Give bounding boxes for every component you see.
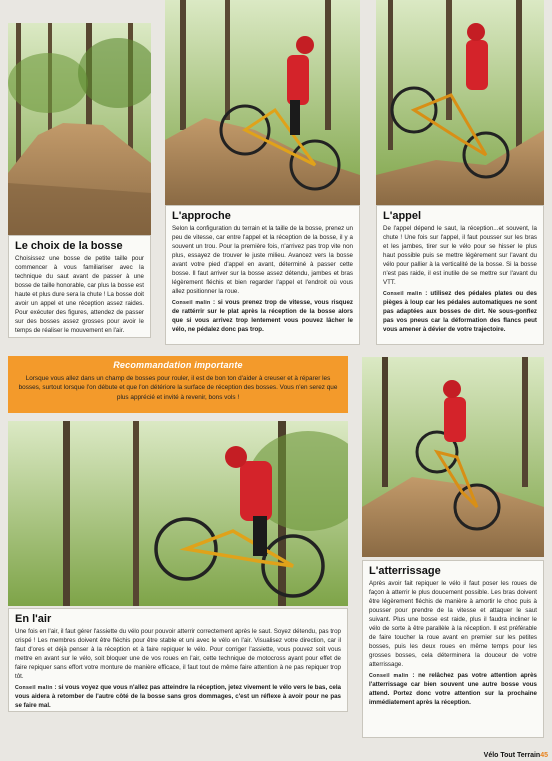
tip-text: : si vous voyez que vous n'allez pas atteindre la réception, jetez vivement le vélo vers le bas, cela vous aidera à retomber de l'autre côté de la bosse sans gros dommages, c'est un réflexe à avoir pour ne pas se faire mal. (15, 684, 341, 709)
tip-label: Conseil malin (369, 672, 409, 679)
tip-label: Conseil malin (383, 290, 423, 297)
section-atterrissage (362, 560, 544, 738)
section-body: Après avoir fait repiquer le vélo il faut poser les roues de façon à atterrir le plus doucement possible. Les bras doivent être légèrement fléchis de manière à amortir le choc puis à pousser pour prendre de la vitesse et attaquer le saut suivant. Plus une bosse est raide, plus il faudra incliner le vélo de sorte à être parallèle à la réception. Il est préférable de faire toucher la roue avant en premier sur les petites bosses, puis les deux roues en même temps pour les grosses bosses, cela déterminera la douceur de votre atterrissage. (369, 580, 537, 668)
banner-body: Lorsque vous allez dans un champ de bosses pour rouler, il est de bon ton d'aider à creuser et à réparer les bosses, surtout lorsque l'on débute et que l'on détériore la surface de réception des bosses. Vous n'en serez que plus apprécié et invité à revenir, bons vols ! (18, 375, 338, 401)
section-title: L'appel (383, 210, 422, 222)
section-body: Une fois en l'air, il faut gérer l'assiette du vélo pour pouvoir atterrir correctement après le saut. Soyez détendu, pas trop crispé ! Les membres doivent être fléchis pour être stable et uni avec le vélo en l'air. Visualisez votre direction, car il faut d'ores et déjà penser à la réception et à faire repiquer le vélo. Pour corriger l'assiette, vous pouvez soit vous mettre en avant sur le vélo, soit bloquer une de vos roues en l'air, cette technique de motocross ayant pour effet de faire repiquer sans effort votre monture de manière efficace, il faut tout de même faire attention à ne pas repiquer trop tôt. (15, 628, 341, 681)
section-title: L'atterrissage (369, 565, 441, 577)
section-choix (8, 235, 151, 338)
photo-dirt-mound (8, 23, 151, 235)
magazine-name: Vélo Tout Terrain (483, 752, 541, 759)
page-number: 45 (540, 752, 548, 759)
photo-landing (362, 357, 544, 557)
page-footer (484, 752, 548, 759)
tip-label: Conseil malin (172, 299, 211, 306)
section-appel (376, 205, 544, 345)
tip (369, 672, 537, 708)
section-body: Selon la configuration du terrain et la taille de la bosse, prenez un peu de vitesse, car entre l'appel et la réception de la bosse, il y a souvent un trou. Pour la première fois, n'arrivez pas trop vite non plus, essayez de trouver le juste milieu. Avancez vers la bosse avant votre pied d'appel en avant, déterminé à passer cette bosse. Il faut arriver sur la bosse assez détendu, jambes et bras légèrement fléchis et bien regarder l'appel et l'endroit où vous allez positionner la roue. (172, 225, 353, 295)
section-title: L'approche (172, 210, 231, 222)
photo-approach (165, 0, 360, 205)
photo-takeoff (376, 0, 544, 205)
section-en-lair (8, 608, 348, 712)
section-title: En l'air (15, 613, 52, 625)
section-approche (165, 205, 360, 345)
tip (172, 299, 353, 335)
section-body: De l'appel dépend le saut, la réception...et souvent, la chute ! Une fois sur l'appel, il faut pousser sur les bras et les jambes, tirer sur le vélo pour se hisser le plus haut possible puis se mettre légèrement sur l'avant du vélo pour pallier à la verticalité de la bosse. Si la bosse n'est pas raide, il est inutile de se mettre sur l'avant du VTT. (383, 225, 537, 286)
recommendation-banner (8, 356, 348, 413)
tip (15, 684, 341, 711)
photo-in-air (8, 421, 348, 606)
section-body: Choisissez une bosse de petite taille pour commencer à vous familiariser avec la technique du saut avant de passer à une bosse de taille honorable, car plus la bosse est haute et plus dure sera la chute ! La bosse doit avoir un appel et une réception assez raides. Pour exécuter des figures, attendez de passer sur des bosses assez grosses pour avoir le temps de réaliser le mouvement en l'air. (15, 255, 144, 334)
banner-title: Recommandation importante (113, 360, 243, 370)
section-title: Le choix de la bosse (15, 240, 123, 252)
tip-text: : ne relâchez pas votre attention après l'atterrissage car bien souvent une autre bosse vous attend. Portez donc votre attention sur la prochaine immédiatement après la réception. (369, 671, 537, 706)
tip (383, 290, 537, 335)
tip-text: : utilisez des pédales plates ou des pièges à loup car les pédales automatiques ne sont pas adaptées aux bosses de dirt. Ne sous-gonflez pas vos pneus car la déformation des flancs peut vous amener à dévier de votre trajectoire. (383, 289, 537, 333)
tip-label: Conseil malin (15, 685, 53, 691)
tip-text: : si vous prenez trop de vitesse, vous risquez de rattérrir sur le plat après la réception de la bosse alors que si vous arrivez trop lentement vous pouvez lâcher le vélo, ne pédalez donc pas trop. (172, 298, 353, 333)
